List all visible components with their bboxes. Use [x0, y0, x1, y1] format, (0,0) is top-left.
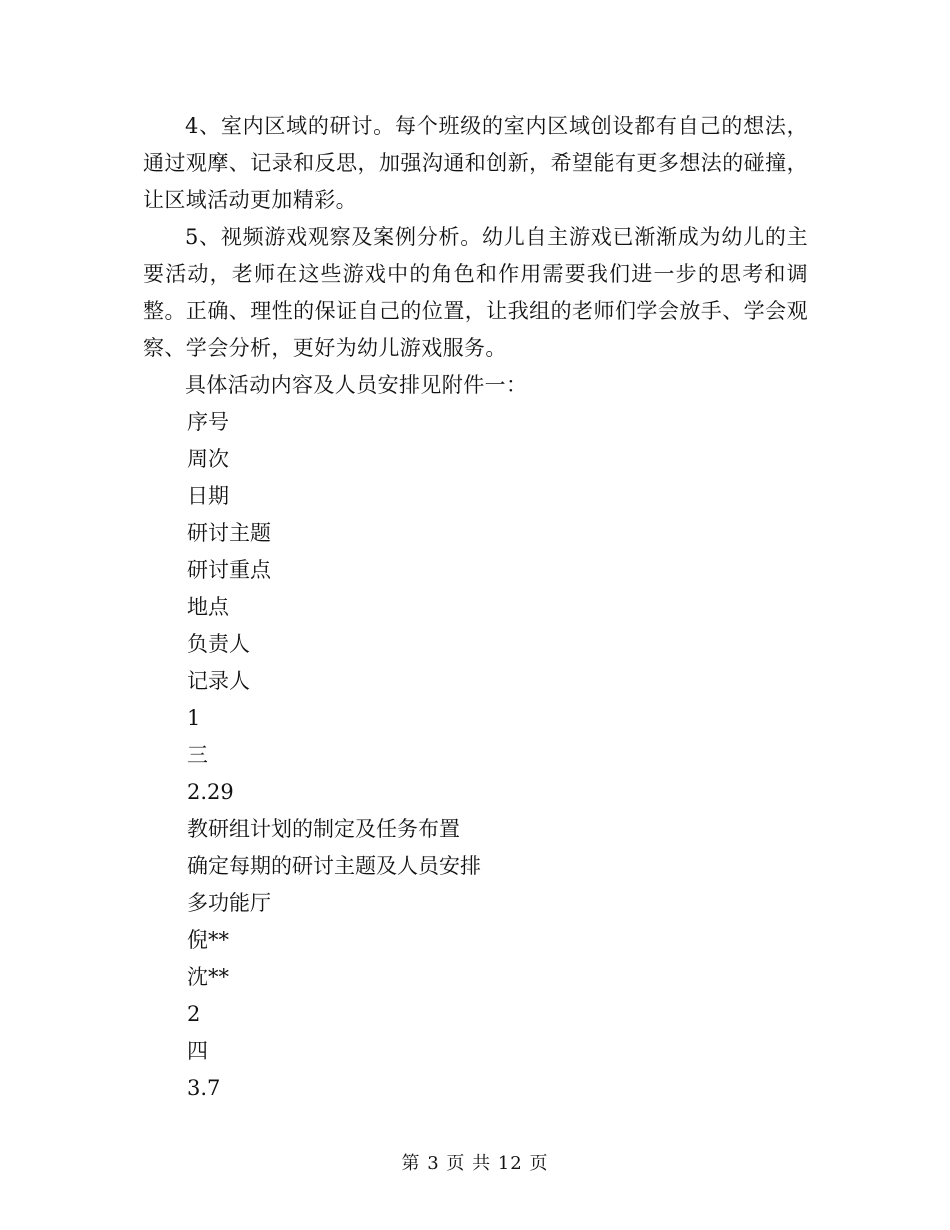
row-recorder: 沈**: [187, 965, 229, 989]
paragraph-indoor-area: 4、室内区域的研讨。每个班级的室内区域创设都有自己的想法，通过观摩、记录和反思，加强沟通和创新，希望能有更多想法的碰撞，让区域活动更加精彩。: [143, 114, 808, 212]
table-row: [143, 996, 808, 1107]
row-date: 2.29: [187, 780, 234, 804]
row-serial-number: 2: [187, 1002, 201, 1026]
paragraph-video-game-observation: 5、视频游戏观察及案例分析。幼儿自主游戏已渐渐成为幼儿的主要活动，老师在这些游戏中的角色和作用需要我们进一步的思考和调整。正确、理性的保证自己的位置，让我组的老师们学会放手、学会观察、学会分析，更好为幼儿游戏服务。: [143, 225, 808, 360]
header-focus: 研讨重点: [187, 558, 271, 582]
header-location: 地点: [187, 595, 229, 619]
header-recorder: 记录人: [187, 669, 250, 693]
document-body: [143, 108, 808, 1107]
row-owner: 倪**: [187, 928, 229, 952]
header-owner: 负责人: [187, 632, 250, 656]
row-week: 四: [187, 1039, 208, 1063]
header-topic: 研讨主题: [187, 521, 271, 545]
row-topic: 教研组计划的制定及任务布置: [187, 817, 460, 841]
table-row: [143, 700, 808, 996]
header-serial-number: 序号: [187, 410, 229, 434]
paragraph-attachment-intro: 具体活动内容及人员安排见附件一：: [185, 373, 528, 397]
header-date: 日期: [187, 484, 229, 508]
row-location: 多功能厅: [187, 891, 271, 915]
row-week: 三: [187, 743, 208, 767]
header-week: 周次: [187, 447, 229, 471]
row-serial-number: 1: [187, 706, 201, 730]
row-focus: 确定每期的研讨主题及人员安排: [187, 854, 481, 878]
page-footer: 第 3 页 共 12 页: [401, 1153, 549, 1174]
table-header-list: [143, 404, 808, 700]
row-date: 3.7: [187, 1076, 221, 1100]
